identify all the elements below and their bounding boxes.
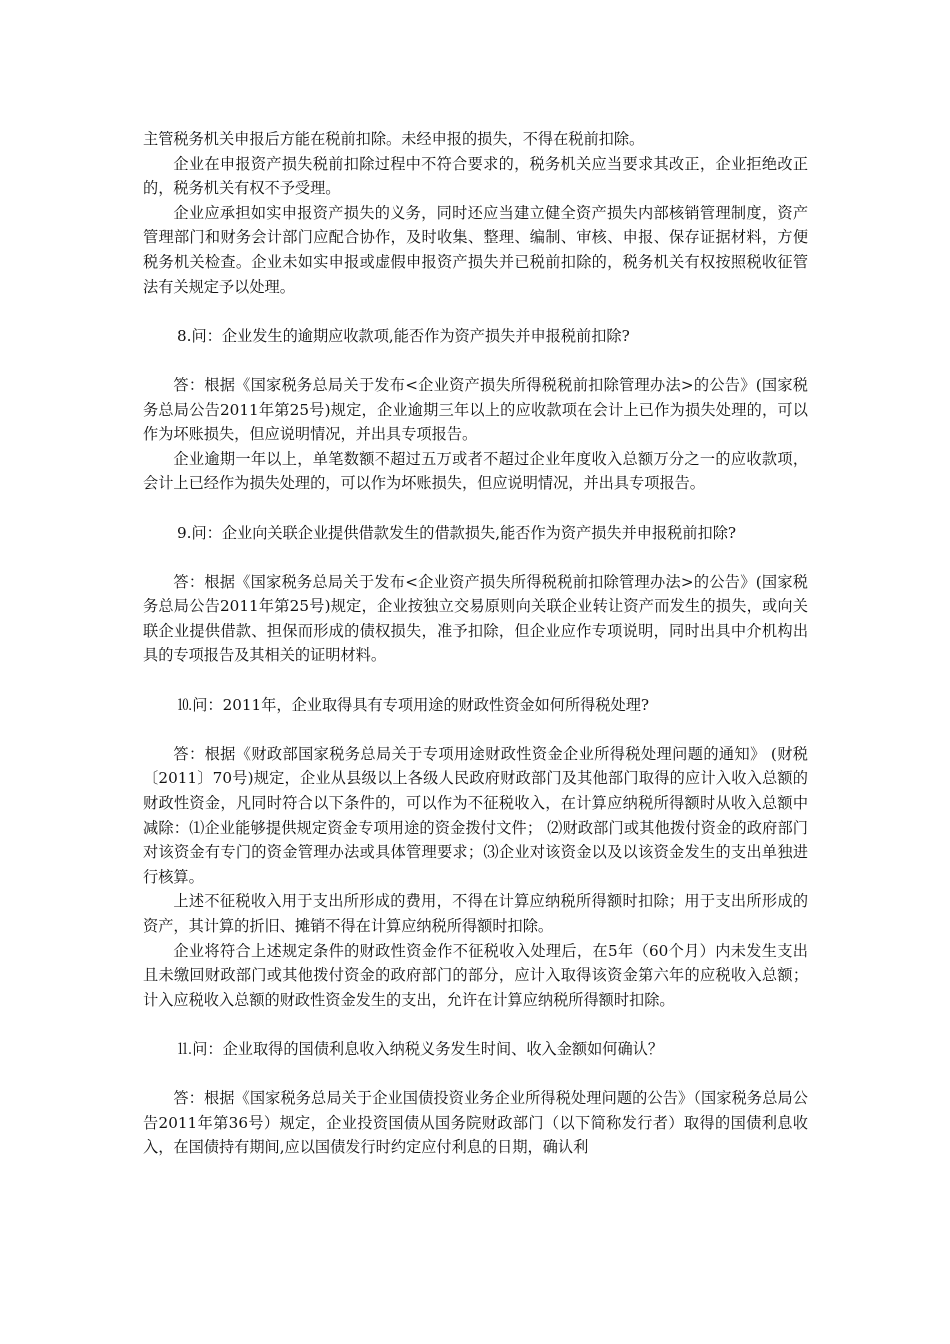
question-heading: 8.问：企业发生的逾期应收款项,能否作为资产损失并申报税前扣除? [177,326,630,345]
body-paragraph: 企业将符合上述规定条件的财政性资金作不征税收入处理后，在5年（60个月）内未发生支出且未缴回财政部门或其他拨付资金的政府部门的部分，应计入取得该资金第六年的应税收入总额；计入应税收入总额的财政性资金发生的支出，允许在计算应纳税所得额时扣除。 [143,941,808,1009]
paragraph-spacer [143,348,808,373]
body-paragraph: 企业应承担如实申报资产损失的义务，同时还应当建立健全资产损失内部核销管理制度，资产管理部门和财务会计部门应配合协作，及时收集、整理、编制、审核、申报、保存证据材料，方便税务机关检查。企业未如实申报或虚假申报资产损失并已税前扣除的，税务机关有权按照税收征管法有关规定予以处理。 [143,203,808,296]
body-paragraph: 答：根据《国家税务总局关于企业国债投资业务企业所得税处理问题的公告》（国家税务总局公告2011年第36号）规定，企业投资国债从国务院财政部门（以下简称发行者）取得的国债利息收入，在国债持有期间,应以国债发行时约定应付利息的日期，确认利 [143,1089,808,1157]
question-heading: ⒒问：企业取得的国债利息收入纳税义务发生时间、收入金额如何确认？ [177,1039,663,1058]
body-paragraph: 答：根据《国家税务总局关于发布<企业资产损失所得税税前扣除管理办法>的公告》(国家税务总局公告2011年第25号)规定，企业逾期三年以上的应收款项在会计上已作为损失处理的，可以作为坏账损失，但应说明情况，并出具专项报告。 [143,375,808,444]
question-heading: ⒑问：2011年，企业取得具有专项用途的财政性资金如何所得税处理? [177,695,650,714]
body-paragraph: 主管税务机关申报后方能在税前扣除。未经申报的损失，不得在税前扣除。 [143,130,645,148]
paragraph-spacer [143,717,808,742]
question-heading: 9.问：企业向关联企业提供借款发生的借款损失,能否作为资产损失并申报税前扣除? [177,523,737,542]
document-body [143,127,808,1160]
paragraph-spacer [143,545,808,570]
paragraph-spacer [143,496,808,521]
paragraph-spacer [143,1062,808,1087]
paragraph-spacer [143,1012,808,1037]
body-paragraph: 答：根据《国家税务总局关于发布<企业资产损失所得税税前扣除管理办法>的公告》(国家税务总局公告2011年第25号)规定，企业按独立交易原则向关联企业转让资产而发生的损失，或向关联企业提供借款、担保而形成的债权损失，准予扣除，但企业应作专项说明，同时出具中介机构出具的专项报告及其相关的证明材料。 [143,572,808,665]
body-paragraph: 上述不征税收入用于支出所形成的费用，不得在计算应纳税所得额时扣除；用于支出所形成的资产，其计算的折旧、摊销不得在计算应纳税所得额时扣除。 [143,892,808,935]
paragraph-spacer [143,668,808,693]
body-paragraph: 企业逾期一年以上，单笔数额不超过五万或者不超过企业年度收入总额万分之一的应收款项，会计上已经作为损失处理的，可以作为坏账损失，但应说明情况，并出具专项报告。 [143,449,808,493]
body-paragraph: 企业在申报资产损失税前扣除过程中不符合要求的，税务机关应当要求其改正，企业拒绝改正的，税务机关有权不予受理。 [143,154,808,198]
body-paragraph: 答：根据《财政部国家税务总局关于专项用途财政性资金企业所得税处理问题的通知》 (财税〔2011〕70号)规定，企业从县级以上各级人民政府财政部门及其他部门取得的应计入收入总额的财政性资金，凡同时符合以下条件的，可以作为不征税收入，在计算应纳税所得额时从收入总额中减除：⑴企业能够提供规定资金专项用途的资金拨付文件； ⑵财政部门或其他拨付资金的政府部门对该资金有专门的资金管理办法或具体管理要求；⑶企业对该资金以及以该资金发生的支出单独进行核算。 [143,744,808,886]
paragraph-spacer [143,299,808,324]
